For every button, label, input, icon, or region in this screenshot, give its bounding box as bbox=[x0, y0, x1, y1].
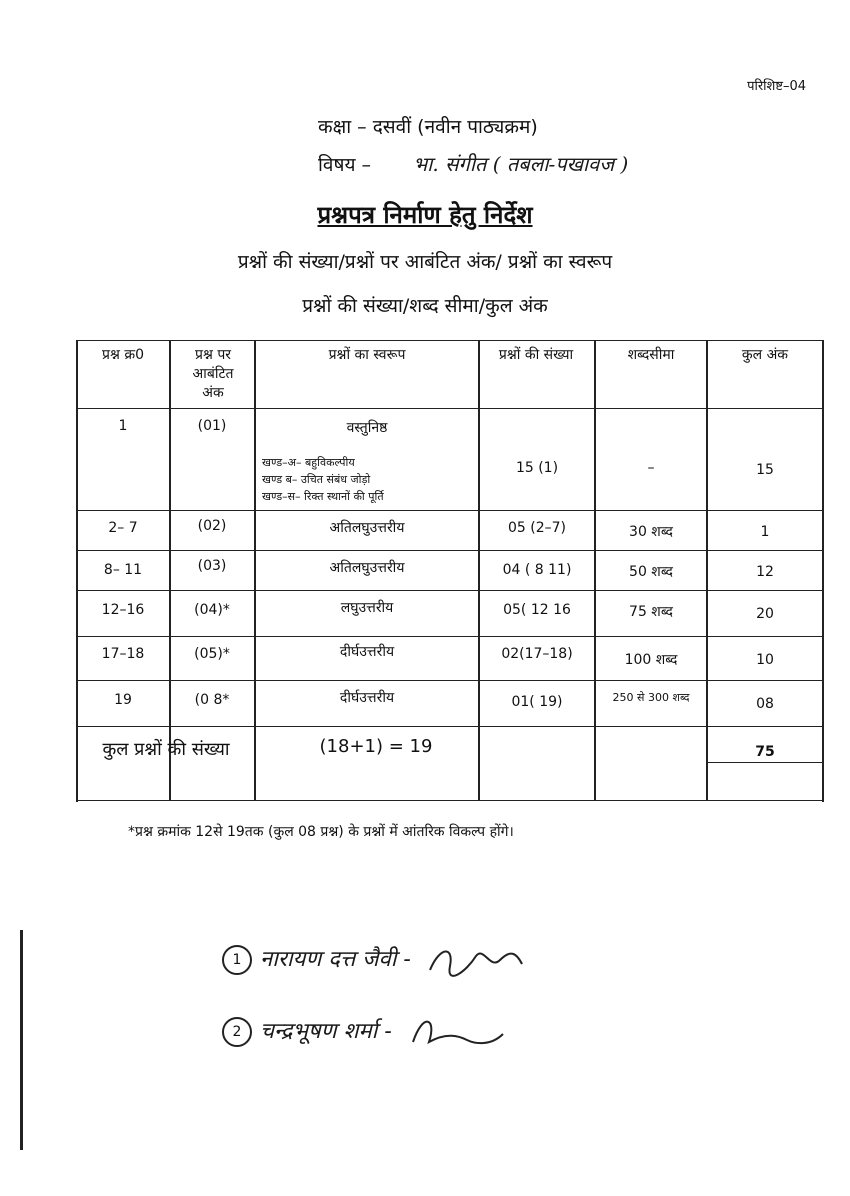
row5-marks: (05)* bbox=[194, 646, 230, 662]
row1-section-b: खण्ड ब– उचित संबंध जोड़ो bbox=[262, 473, 371, 487]
signature-2-scribble bbox=[407, 1012, 507, 1052]
subtitle-1: प्रश्नों की संख्या/प्रश्नों पर आबंटित अंक/ प्रश्नों का स्वरूप bbox=[237, 251, 613, 273]
row1-question-no: 1 bbox=[118, 418, 128, 434]
total-underline bbox=[706, 762, 824, 763]
row5-total: 10 bbox=[756, 652, 774, 668]
instructions-table bbox=[76, 340, 826, 802]
table-border-right bbox=[822, 340, 824, 802]
signature-2 bbox=[222, 1012, 507, 1052]
row2-count: 05 (2–7) bbox=[507, 520, 566, 536]
table-border-bottom bbox=[76, 800, 824, 801]
row2-question-no: 2– 7 bbox=[108, 520, 138, 536]
row5-count: 02(17–18) bbox=[501, 646, 573, 662]
header-question-count: प्रश्नों की संख्या bbox=[498, 347, 574, 363]
row6-marks: (0 8* bbox=[194, 692, 230, 708]
subject-line bbox=[318, 150, 628, 177]
row-divider bbox=[76, 636, 824, 637]
row3-question-no: 8– 11 bbox=[103, 562, 143, 578]
subtitle-2: प्रश्नों की संख्या/शब्द सीमा/कुल अंक bbox=[302, 295, 548, 317]
internal-choice-note: *प्रश्न क्रमांक 12से 19तक (कुल 08 प्रश्न) के प्रश्नों में आंतरिक विकल्प होंगे। bbox=[128, 824, 514, 840]
row4-type: लघुउत्तरीय bbox=[340, 600, 394, 616]
row-divider bbox=[76, 726, 824, 727]
row2-limit: 30 शब्द bbox=[629, 524, 673, 540]
signature-2-name: चन्द्रभूषण शर्मा - bbox=[260, 1019, 392, 1044]
row-divider bbox=[76, 510, 824, 511]
row5-type: दीर्घउत्तरीय bbox=[339, 644, 395, 660]
row3-marks: (03) bbox=[197, 558, 227, 574]
row5-limit: 100 शब्द bbox=[624, 652, 678, 668]
subject-label: विषय – bbox=[318, 154, 372, 176]
signature-2-number: 2 bbox=[222, 1017, 252, 1047]
row4-marks: (04)* bbox=[194, 602, 230, 618]
signature-1 bbox=[222, 942, 526, 978]
header-question-type: प्रश्नों का स्वरूप bbox=[328, 347, 406, 363]
scan-edge-mark bbox=[20, 930, 23, 1150]
row2-total: 1 bbox=[760, 524, 770, 540]
row6-question-no: 19 bbox=[114, 692, 132, 708]
row1-section-c: खण्ड–स– रिक्त स्थानों की पूर्ति bbox=[262, 490, 384, 504]
row-divider bbox=[76, 550, 824, 551]
signature-1-number: 1 bbox=[222, 945, 252, 975]
row1-limit: – bbox=[647, 460, 655, 476]
row-divider bbox=[76, 590, 824, 591]
row3-total: 12 bbox=[756, 564, 774, 580]
footer-label: कुल प्रश्नों की संख्या bbox=[102, 739, 230, 760]
row6-type: दीर्घउत्तरीय bbox=[339, 690, 395, 706]
row2-type: अतिलघुउत्तरीय bbox=[329, 520, 405, 536]
footer-total: 75 bbox=[755, 744, 775, 760]
class-line: कक्षा – दसवीं (नवीन पाठ्यक्रम) bbox=[318, 116, 538, 138]
row1-sections bbox=[262, 454, 476, 505]
row4-count: 05( 12 16 bbox=[503, 602, 571, 618]
table-border-top bbox=[76, 340, 824, 341]
row1-marks: (01) bbox=[197, 418, 227, 434]
row4-total: 20 bbox=[756, 606, 774, 622]
subject-value: भा. संगीत ( तबला-पखावज ) bbox=[413, 152, 629, 176]
row1-total: 15 bbox=[756, 462, 774, 478]
row6-limit: 250 से 300 शब्द bbox=[612, 691, 690, 704]
header-question-no: प्रश्न क्र0 bbox=[102, 347, 144, 363]
row1-count: 15 (1) bbox=[515, 460, 559, 476]
row1-section-a: खण्ड–अ– बहुविकल्पीय bbox=[262, 456, 355, 469]
row-divider bbox=[76, 680, 824, 681]
row1-type: वस्तुनिष्ठ bbox=[346, 420, 388, 436]
row5-question-no: 17–18 bbox=[101, 646, 145, 662]
row3-type: अतिलघुउत्तरीय bbox=[329, 560, 405, 576]
row2-marks: (02) bbox=[197, 518, 227, 534]
row3-count: 04 ( 8 11) bbox=[502, 562, 572, 578]
row3-limit: 50 शब्द bbox=[629, 564, 673, 580]
row-divider bbox=[76, 408, 824, 409]
signature-1-scribble bbox=[426, 942, 526, 978]
appendix-label: परिशिष्ट–04 bbox=[747, 79, 806, 94]
row4-question-no: 12–16 bbox=[101, 602, 145, 618]
page-title: प्रश्नपत्र निर्माण हेतु निर्देश bbox=[317, 201, 533, 229]
header-word-limit: शब्दसीमा bbox=[627, 347, 675, 363]
row4-limit: 75 शब्द bbox=[629, 604, 673, 620]
header-total-marks: कुल अंक bbox=[741, 347, 789, 363]
signature-1-name: नारायण दत्त जैवी - bbox=[260, 947, 411, 972]
header-marks: प्रश्न पर आबंटित अंक bbox=[192, 347, 234, 401]
footer-formula: (18+1) = 19 bbox=[319, 736, 433, 757]
row6-count: 01( 19) bbox=[511, 694, 563, 710]
row6-total: 08 bbox=[756, 696, 774, 712]
